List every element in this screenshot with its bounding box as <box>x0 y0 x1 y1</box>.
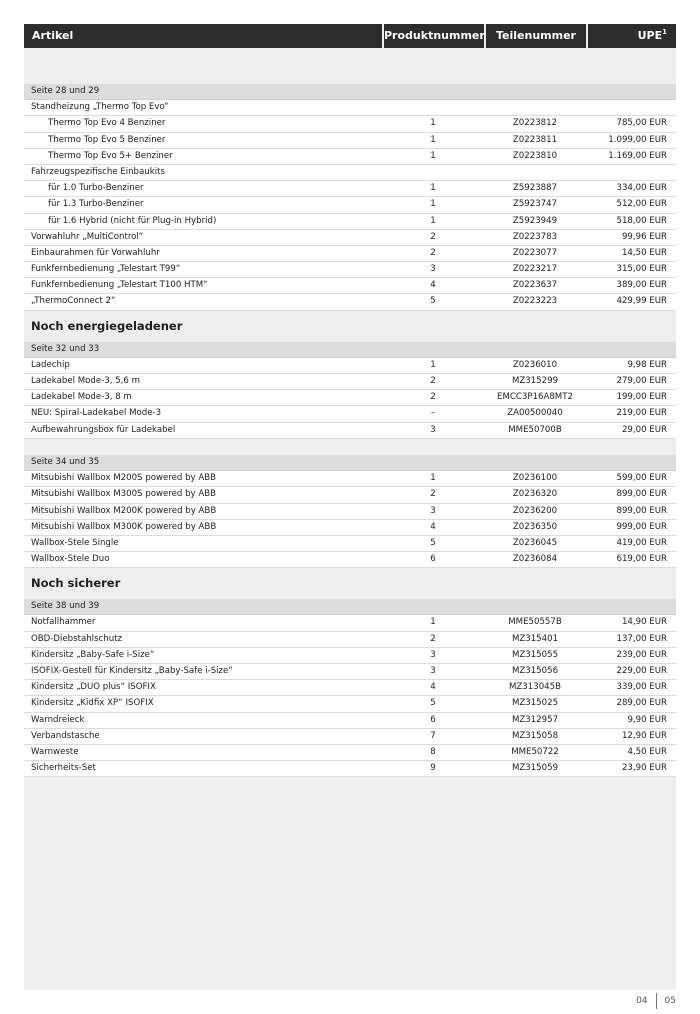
cell-price: 315,00 EUR <box>616 264 667 275</box>
table-row <box>24 278 676 294</box>
cell-product-number: 2 <box>430 247 436 258</box>
cell-product-number: 1 <box>430 150 436 161</box>
cell-part-number: MME50722 <box>511 746 559 757</box>
cell-product-number: 1 <box>430 118 436 129</box>
table-row <box>24 761 676 777</box>
table-row <box>24 374 676 390</box>
cell-part-number: EMCC3P16A8MT2 <box>497 392 573 403</box>
cell-article: Mitsubishi Wallbox M200K powered by ABB <box>31 505 217 516</box>
cell-article: Funkfernbedienung „Telestart T99“ <box>31 264 181 275</box>
cell-article: Verbandstasche <box>31 730 100 741</box>
table-body <box>24 84 676 777</box>
table-row <box>24 406 676 422</box>
price-list-panel <box>24 24 676 990</box>
cell-part-number: Z0223077 <box>512 247 558 258</box>
table-row <box>24 197 676 213</box>
cell-part-number: MZ315299 <box>511 376 559 386</box>
cell-price: 14,90 EUR <box>621 617 667 628</box>
cell-article: Wallbox-Stele Single <box>31 537 119 548</box>
page-reference-row <box>24 342 676 358</box>
cell-product-number: 2 <box>430 231 436 242</box>
cell-price: 219,00 EUR <box>616 408 667 419</box>
table-row <box>24 615 676 631</box>
table-row <box>24 487 676 503</box>
cell-product-number: 3 <box>430 264 436 275</box>
cell-article: Mitsubishi Wallbox M300K powered by ABB <box>31 521 217 532</box>
cell-price <box>586 100 676 115</box>
table-row <box>24 536 676 552</box>
cell-article: Kindersitz „Baby-Safe i-Size“ <box>31 649 155 660</box>
cell-price: 199,00 EUR <box>616 392 667 403</box>
cell-price: 99,96 EUR <box>621 231 667 242</box>
cell-article: Standheizung „Thermo Top Evo“ <box>31 102 169 113</box>
cell-price: 9,98 EUR <box>627 359 667 370</box>
table-row <box>24 165 676 181</box>
cell-product-number: 6 <box>430 714 436 725</box>
cell-price: 899,00 EUR <box>616 489 667 500</box>
cell-article: Thermo Top Evo 4 Benziner <box>48 118 166 129</box>
cell-price: 339,00 EUR <box>616 682 667 693</box>
cell-article: Vorwahluhr „MultiControl“ <box>31 231 144 242</box>
cell-article: ISOFIX-Gestell für Kindersitz „Baby-Safe i-Size“ <box>31 666 233 676</box>
cell-price: 334,00 EUR <box>616 183 667 194</box>
cell-article: Mitsubishi Wallbox M200S powered by ABB <box>31 473 217 484</box>
cell-part-number: MME50700B <box>508 424 562 435</box>
table-row <box>24 648 676 664</box>
cell-product-number: 9 <box>430 763 436 774</box>
table-row <box>24 181 676 197</box>
cell-article: „ThermoConnect 2“ <box>31 296 116 307</box>
cell-product-number: 2 <box>430 376 436 386</box>
cell-article: für 1.3 Turbo-Benziner <box>48 199 144 210</box>
cell-product-number: 1 <box>430 134 436 145</box>
table-row <box>24 471 676 487</box>
page-number-right: 05 <box>664 996 676 1006</box>
cell-part-number: MZ315025 <box>511 698 559 709</box>
cell-product-number: 8 <box>430 746 436 757</box>
page-reference: Seite 32 und 33 <box>31 343 100 354</box>
cell-product-number: 1 <box>430 473 436 484</box>
cell-part-number: Z0236084 <box>512 554 558 565</box>
cell-article: NEU: Spiral-Ladekabel Mode-3 <box>31 408 162 419</box>
cell-part-number: MME50557B <box>508 617 562 628</box>
table-row <box>24 230 676 246</box>
cell-article: Kindersitz „Kidfix XP“ ISOFIX <box>31 698 154 709</box>
cell-part-number: Z5923747 <box>512 199 558 210</box>
cell-price: 512,00 EUR <box>616 199 667 210</box>
table-row <box>24 133 676 149</box>
cell-product-number: 4 <box>430 280 436 291</box>
cell-price: 289,00 EUR <box>616 698 667 709</box>
cell-price: 1.099,00 EUR <box>608 134 667 145</box>
cell-product-number: 2 <box>430 392 436 403</box>
cell-price: 619,00 EUR <box>616 554 667 565</box>
cell-product-number: 3 <box>430 649 436 660</box>
cell-product-number: 2 <box>430 489 436 500</box>
cell-part-number: Z0236045 <box>512 537 558 548</box>
cell-part-number: Z0223223 <box>512 296 558 307</box>
cell-article: Funkfernbedienung „Telestart T100 HTM“ <box>31 280 208 291</box>
cell-product-number: 4 <box>430 682 436 693</box>
cell-article: OBD-Diebstahlschutz <box>31 633 123 644</box>
cell-article: Sicherheits-Set <box>31 763 96 774</box>
cell-price: 23,90 EUR <box>621 763 667 774</box>
group-spacer <box>24 439 676 455</box>
table-row <box>24 390 676 406</box>
cell-price: 899,00 EUR <box>616 505 667 516</box>
cell-product-number: 5 <box>430 537 436 548</box>
cell-price: 518,00 EUR <box>616 215 667 226</box>
cell-part-number: MZ315055 <box>511 649 559 660</box>
table-row <box>24 504 676 520</box>
cell-product-number: 1 <box>430 183 436 194</box>
cell-part-number: MZ315059 <box>511 763 559 774</box>
cell-price: 229,00 EUR <box>616 666 667 676</box>
cell-article: Warndreieck <box>31 714 85 725</box>
cell-price <box>586 165 676 180</box>
cell-part-number: Z0223783 <box>512 231 558 242</box>
cell-part-number: MZ315401 <box>511 633 559 644</box>
cell-article: Thermo Top Evo 5+ Benziner <box>48 150 173 161</box>
cell-part-number: MZ312957 <box>511 714 559 725</box>
cell-part-number: Z0223217 <box>512 264 558 275</box>
table-header <box>24 24 676 48</box>
cell-article: Aufbewahrungsbox für Ladekabel <box>31 424 176 435</box>
cell-part-number: Z0236200 <box>512 505 558 516</box>
price-header-label: UPE <box>637 29 663 42</box>
table-row <box>24 358 676 374</box>
table-row <box>24 116 676 132</box>
table-row <box>24 632 676 648</box>
cell-article: für 1.0 Turbo-Benziner <box>48 183 144 194</box>
cell-price: 599,00 EUR <box>616 473 667 484</box>
page-reference-row <box>24 84 676 100</box>
cell-price: 279,00 EUR <box>616 376 667 386</box>
cell-article: Einbaurahmen für Vorwahluhr <box>31 247 160 258</box>
table-row <box>24 214 676 230</box>
cell-part-number: Z0236100 <box>512 473 558 484</box>
cell-part-number: ZA00500040 <box>507 408 563 419</box>
page-reference-row <box>24 455 676 471</box>
cell-part-number: MZ313045B <box>508 682 561 693</box>
price-footnote-marker: 1 <box>662 28 667 36</box>
cell-product-number: 3 <box>430 505 436 516</box>
cell-product-number: 1 <box>430 215 436 226</box>
cell-price: 1.169,00 EUR <box>608 150 667 161</box>
cell-part-number: Z0236010 <box>512 359 558 370</box>
table-row <box>24 520 676 536</box>
cell-article: Mitsubishi Wallbox M300S powered by ABB <box>31 489 217 500</box>
page-reference: Seite 34 und 35 <box>31 456 100 467</box>
table-row <box>24 552 676 568</box>
cell-price: 239,00 EUR <box>616 649 667 660</box>
page-separator <box>656 993 657 1009</box>
cell-product-number: 3 <box>430 424 436 435</box>
table-row <box>24 294 676 310</box>
table-row <box>24 423 676 439</box>
cell-article: Warnweste <box>31 746 79 757</box>
cell-part-number: Z0223637 <box>512 280 558 291</box>
table-row <box>24 246 676 262</box>
cell-part-number: Z0236350 <box>512 521 558 532</box>
cell-part-number: Z0223810 <box>512 150 558 161</box>
cell-price: 29,00 EUR <box>621 424 667 435</box>
cell-product-number: 4 <box>430 521 436 532</box>
table-row <box>24 696 676 712</box>
cell-part-number: Z0236320 <box>512 489 558 500</box>
cell-product-number: 5 <box>430 296 436 307</box>
cell-article: Kindersitz „DUO plus“ ISOFIX <box>31 682 156 693</box>
page-reference-row <box>24 599 676 615</box>
cell-product-number: 1 <box>430 199 436 210</box>
cell-price: 137,00 EUR <box>616 633 667 644</box>
cell-product-number <box>382 165 484 180</box>
cell-product-number: 5 <box>430 698 436 709</box>
column-header-part-number: Teilenummer <box>486 24 586 48</box>
cell-product-number: 7 <box>430 730 436 741</box>
table-row <box>24 713 676 729</box>
cell-part-number: Z5923949 <box>512 215 558 226</box>
cell-product-number: – <box>430 408 436 419</box>
table-row <box>24 664 676 680</box>
page-reference: Seite 28 und 29 <box>31 86 100 96</box>
cell-article: Thermo Top Evo 5 Benziner <box>48 134 166 145</box>
page-reference: Seite 38 und 39 <box>31 601 100 612</box>
cell-part-number <box>484 165 586 180</box>
table-row <box>24 680 676 696</box>
table-row <box>24 729 676 745</box>
table-row <box>24 100 676 116</box>
cell-part-number: MZ315058 <box>511 730 559 741</box>
cell-price: 419,00 EUR <box>616 537 667 548</box>
cell-product-number: 2 <box>430 633 436 644</box>
cell-product-number: 1 <box>430 617 436 628</box>
cell-price: 14,50 EUR <box>621 247 667 258</box>
cell-price: 429,99 EUR <box>616 296 667 307</box>
cell-price: 4,50 EUR <box>627 746 667 757</box>
cell-product-number: 1 <box>430 359 436 370</box>
cell-price: 999,00 EUR <box>616 521 667 532</box>
column-header-product-number: Produktnummer <box>384 24 484 48</box>
cell-part-number <box>484 100 586 115</box>
cell-part-number: Z0223812 <box>512 118 558 129</box>
cell-price: 389,00 EUR <box>616 280 667 291</box>
table-row <box>24 262 676 278</box>
cell-price: 12,90 EUR <box>621 730 667 741</box>
cell-product-number: 6 <box>430 554 436 565</box>
column-header-price <box>588 24 676 48</box>
cell-product-number: 3 <box>430 666 436 676</box>
cell-part-number: Z5923887 <box>512 183 558 194</box>
cell-part-number: Z0223811 <box>512 134 558 145</box>
column-header-article: Artikel <box>24 24 382 48</box>
cell-article: Fahrzeugspezifische Einbaukits <box>31 166 165 177</box>
cell-article: Ladekabel Mode-3, 8 m <box>31 392 132 403</box>
section-title: Noch energiegeladener <box>31 318 183 333</box>
cell-article: Wallbox-Stele Duo <box>31 554 110 565</box>
page-numbers <box>636 993 676 1009</box>
cell-article: Ladechip <box>31 359 70 370</box>
cell-price: 9,90 EUR <box>627 714 667 725</box>
cell-article: für 1.6 Hybrid (nicht für Plug-in Hybrid) <box>48 215 217 226</box>
cell-price: 785,00 EUR <box>616 118 667 129</box>
section-title: Noch sicherer <box>31 576 121 591</box>
cell-article: Notfallhammer <box>31 617 96 628</box>
table-row <box>24 149 676 165</box>
page-number-left: 04 <box>636 996 648 1006</box>
cell-article: Ladekabel Mode-3, 5,6 m <box>31 376 140 386</box>
cell-part-number: MZ315056 <box>511 666 559 676</box>
cell-product-number <box>382 100 484 115</box>
table-row <box>24 745 676 761</box>
